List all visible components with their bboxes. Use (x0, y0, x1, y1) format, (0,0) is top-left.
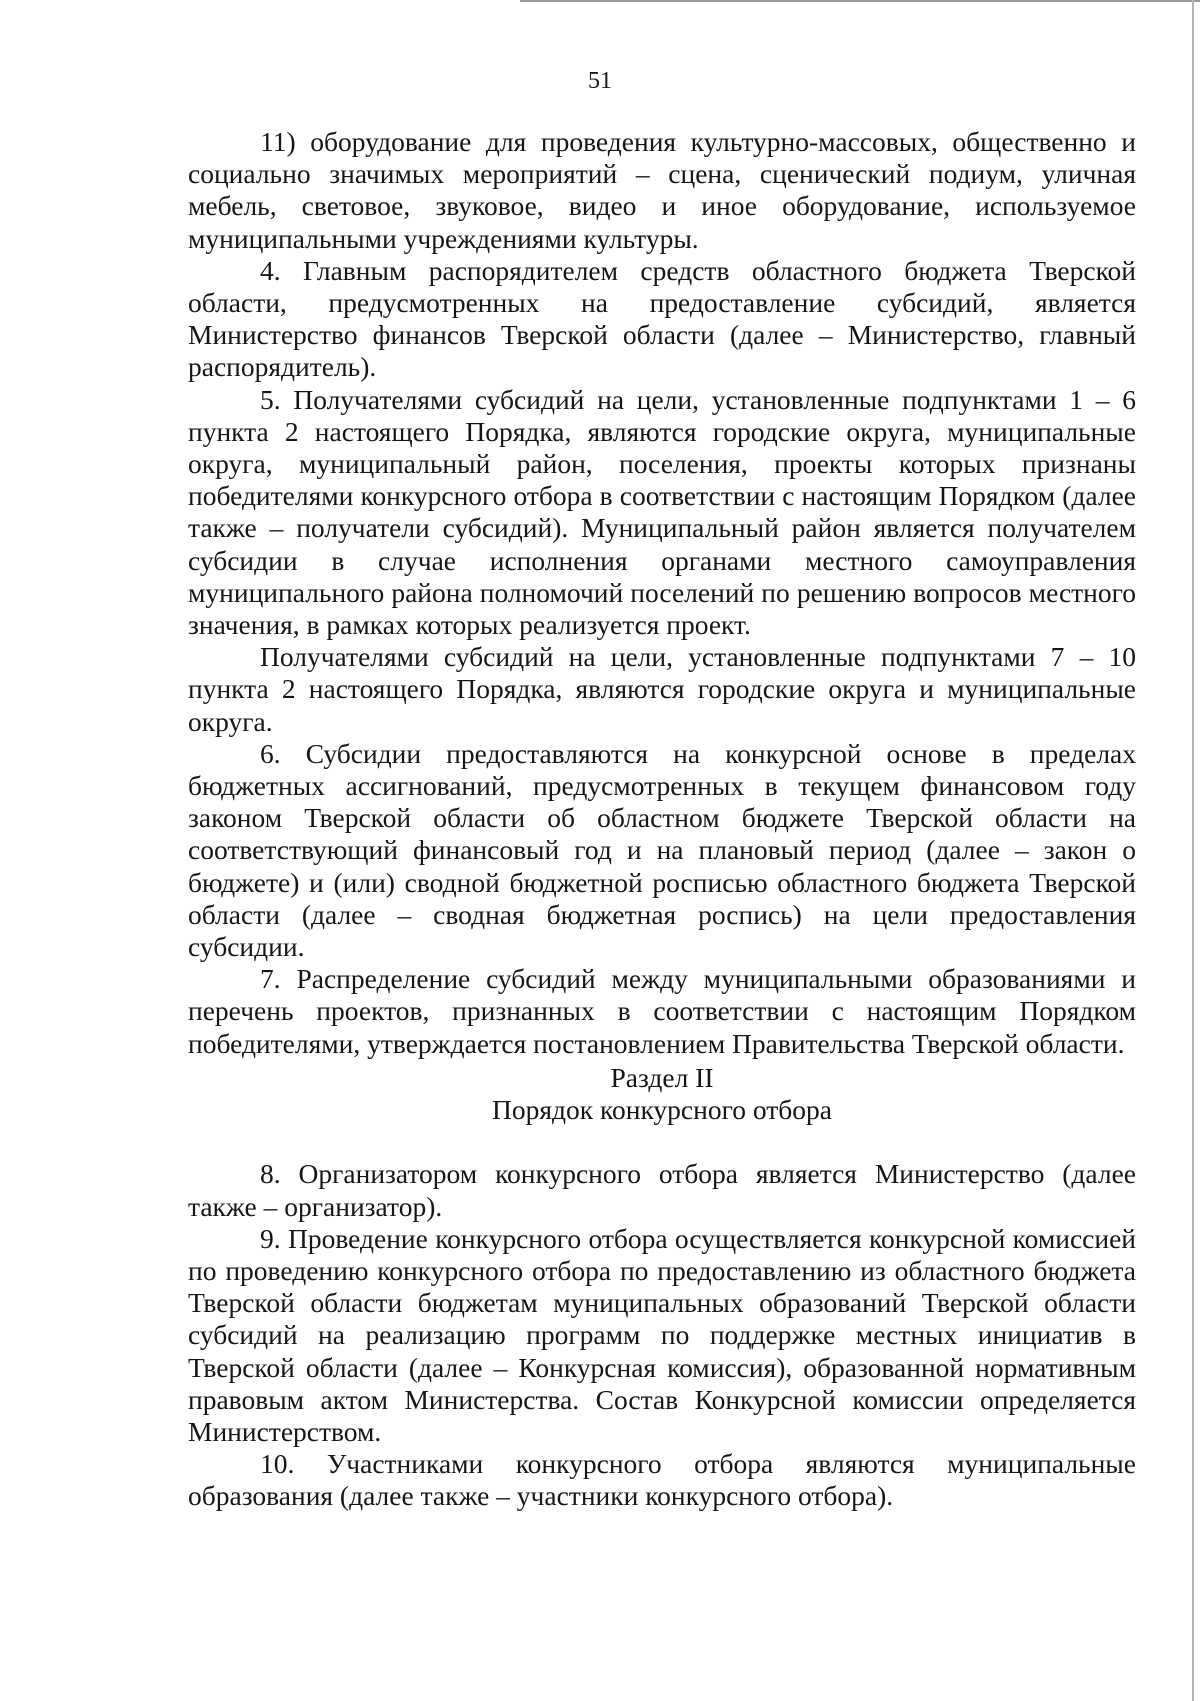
scan-top-edge (520, 0, 1200, 2)
paragraph-clause-8: 8. Организатором конкурсного отбора является Министерство (далее также – организатор). (188, 1158, 1136, 1222)
paragraph-item-11: 11) оборудование для проведения культурно-массовых, общественно и социально значимых мероприятий – сцена, сценический подиум, уличная мебель, световое, звуковое, видео и иное оборудование, используемое муниципальными учреждениями культуры. (188, 126, 1136, 254)
section-number: Раздел II (610, 1061, 714, 1093)
paragraph-clause-4: 4. Главным распорядителем средств областного бюджета Тверской области, предусмотренных на предоставление субсидий, является Министерство финансов Тверской области (далее – Министерство, главный распорядитель). (188, 254, 1136, 383)
paragraph-clause-10: 10. Участниками конкурсного отбора являются муниципальные образования (далее также – участники конкурсного отбора). (188, 1448, 1136, 1512)
page-number: 51 (588, 68, 612, 94)
paragraph-clause-7: 7. Распределение субсидий между муниципальными образованиями и перечень проектов, признанных в соответствии с настоящим Порядком победителями, утверждается постановлением Правительства Тверской области. (188, 963, 1136, 1059)
document-body (188, 126, 1136, 1513)
paragraph-clause-5-continued: Получателями субсидий на цели, установленные подпунктами 7 – 10 пункта 2 настоящего Порядка, являются городские округа и муниципальные округа. (188, 641, 1136, 737)
paragraph-clause-6: 6. Субсидии предоставляются на конкурсной основе в пределах бюджетных ассигнований, предусмотренных в текущем финансовом году законом Тверской области об областном бюджете Тверской области на соответствующий финансовый год и на плановый период (далее – закон о бюджете) и (или) сводной бюджетной росписью областного бюджета Тверской области (далее – сводная бюджетная роспись) на цели предоставления субсидии. (188, 737, 1136, 963)
paragraph-clause-9: 9. Проведение конкурсного отбора осуществляется конкурсной комиссией по проведению конкурсного отбора по предоставлению из областного бюджета Тверской области бюджетам муниципальных образований Тверской области субсидий на реализацию программ по поддержке местных инициатив в Тверской области (далее – Конкурсная комиссия), образованной нормативным правовым актом Министерства. Состав Конкурсной комиссии определяется Министерством. (188, 1222, 1136, 1447)
scan-side-edge (1192, 0, 1194, 1701)
section-title: Порядок конкурсного отбора (492, 1094, 832, 1126)
paragraph-clause-5: 5. Получателями субсидий на цели, установленные подпунктами 1 – 6 пункта 2 настоящего Порядка, являются городские округа, муниципальные округа, муниципальный район, поселения, проекты которых признаны победителями конкурсного отбора в соответствии с настоящим Порядком (далее также – получатели субсидий). Муниципальный район является получателем субсидии в случае исполнения органами местного самоуправления муниципального района полномочий поселений по решению вопросов местного значения, в рамках которых реализуется проект. (188, 383, 1136, 641)
